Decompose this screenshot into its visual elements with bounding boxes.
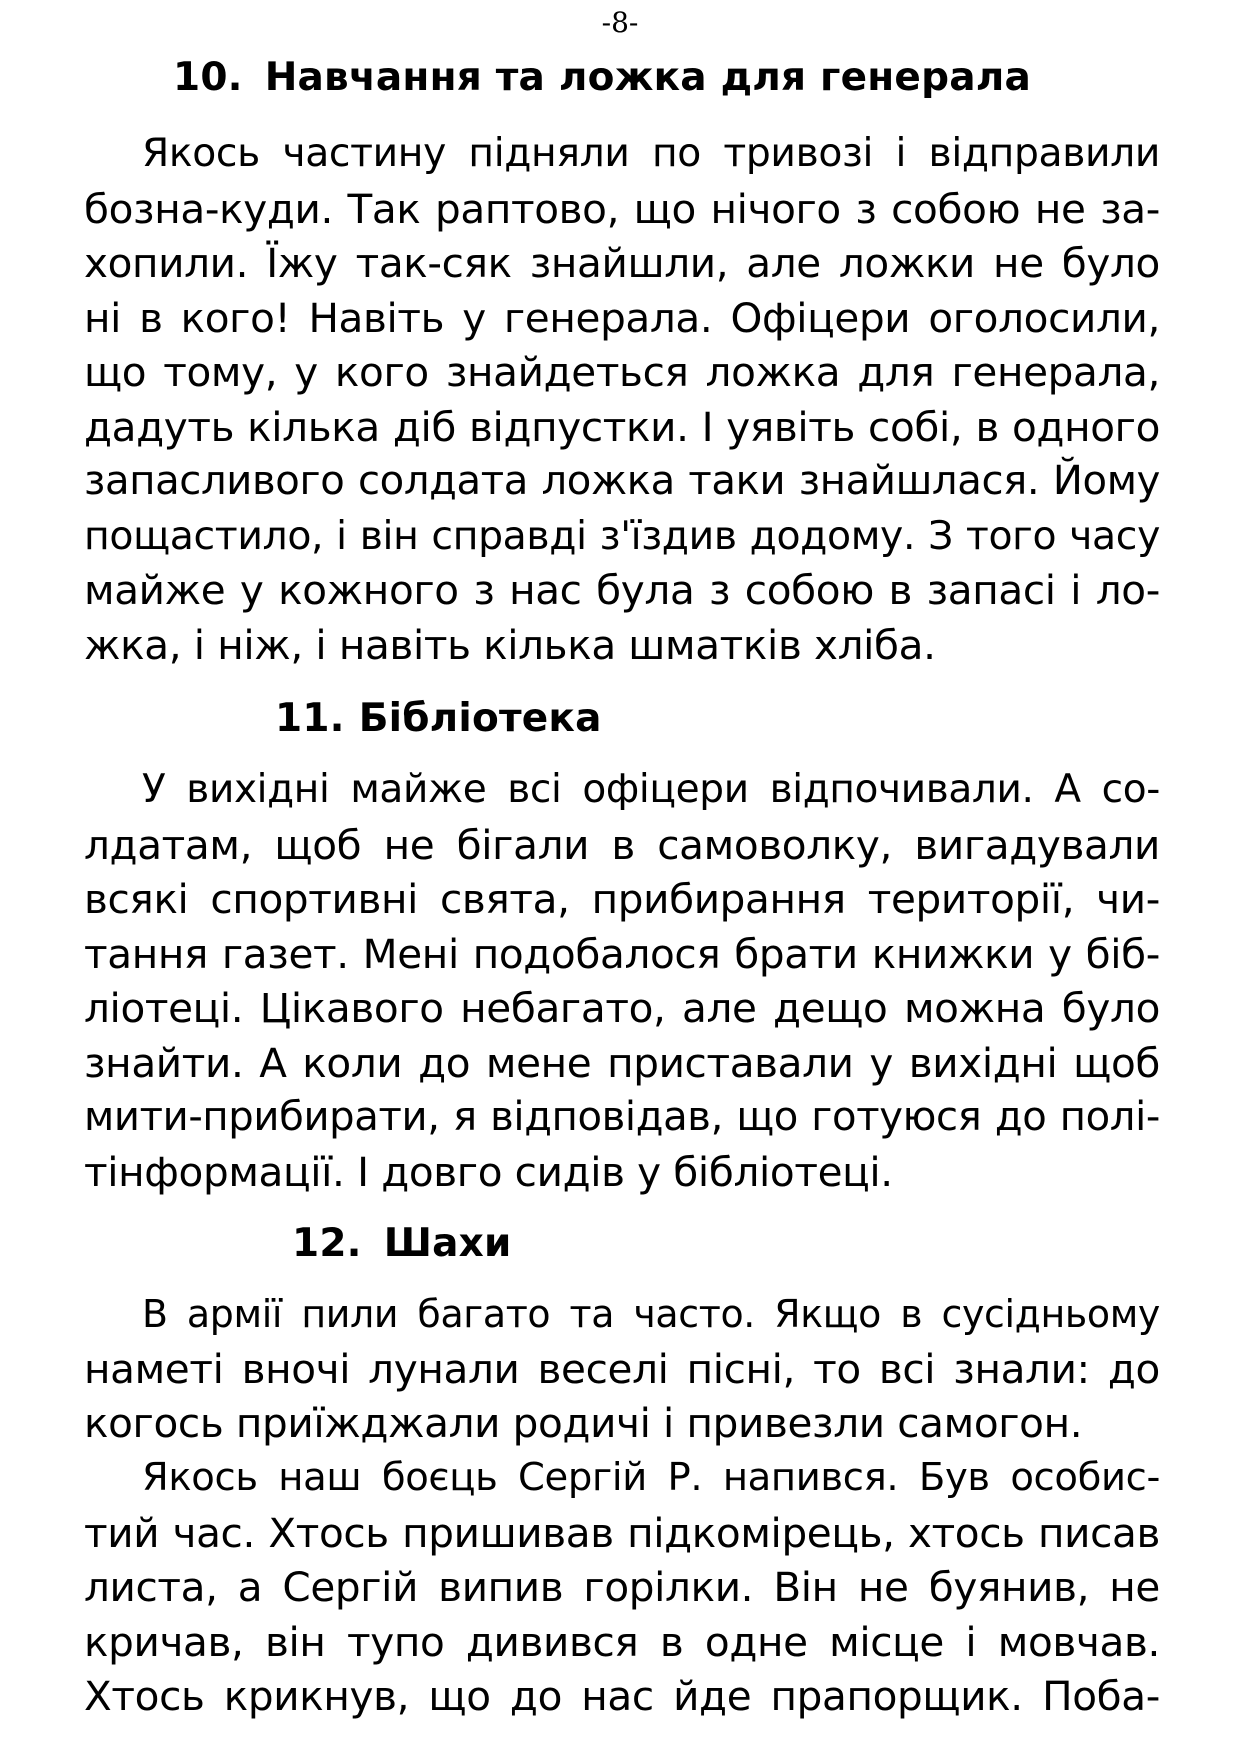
text-line: ні в кого! Навіть у генерала. Офіцери оголосили, xyxy=(84,293,1160,342)
text-line: Хтось крикнув, що до нас йде прапорщик. Поба- xyxy=(84,1672,1160,1720)
section-heading xyxy=(173,50,1031,106)
text-line: майже у кожного з нас була з собою в запасі і ло- xyxy=(84,566,1160,614)
section-number: 10. xyxy=(173,55,243,100)
text-line: бозна-куди. Так раптово, що нічого з собою не за- xyxy=(84,184,1160,233)
text-line: тінформації. І довго сидів у бібліотеці. xyxy=(84,1147,893,1196)
text-line: У вихідні майже всі офіцери відпочивали. А со- xyxy=(142,767,1160,812)
text-line: тання газет. Мені подобалося брати книжки у біб- xyxy=(84,929,1160,978)
text-line: пощастило, і він справді з'їздив додому. З того часу xyxy=(84,512,1160,559)
text-line: тий час. Хтось пришивав підкомірець, хтось писав xyxy=(84,1508,1160,1557)
section-number: 11. xyxy=(275,696,345,741)
text-line: жка, і ніж, і навіть кілька шматків хліба. xyxy=(84,620,936,669)
text-line: мити-прибирати, я відповідав, що готуюся до полі- xyxy=(84,1094,1160,1140)
section-title: Бібліотека xyxy=(358,696,602,741)
text-line: Якось частину підняли по тривозі і відправили xyxy=(142,131,1160,176)
text-line: що тому, у кого знайдеться ложка для генерала, xyxy=(84,348,1160,396)
text-line: кричав, він тупо дивився в одне місце і мовчав. xyxy=(84,1617,1160,1666)
text-line: когось приїжджали родичі і привезли самогон. xyxy=(84,1399,1083,1447)
text-line: знайти. А коли до мене приставали у вихідні щоб xyxy=(84,1038,1160,1087)
text-line: наметі вночі лунали веселі пісні, то всі знали: до xyxy=(84,1344,1160,1393)
paragraph xyxy=(84,127,1160,672)
section-title: Навчання та ложка для генерала xyxy=(264,55,1031,100)
paragraph xyxy=(84,763,1160,1199)
paragraph xyxy=(84,1287,1160,1451)
section-heading xyxy=(275,691,602,747)
text-line: дадуть кілька діб відпустки. І уявіть собі, в одного xyxy=(84,402,1160,451)
section-heading xyxy=(292,1216,511,1272)
text-line: лдатам, щоб не бігали в самоволку, вигадували xyxy=(84,820,1160,869)
text-line: Якось наш боєць Сергій Р. напився. Був особис- xyxy=(142,1455,1160,1500)
text-line: листа, а Сергій випив горілки. Він не буянив, не xyxy=(84,1563,1160,1611)
text-line: хопили. Їжу так-сяк знайшли, але ложки не було xyxy=(84,239,1160,287)
text-line: всякі спортивні свята, прибирання території, чи- xyxy=(84,875,1160,923)
text-line: В армії пили багато та часто. Якщо в сусідньому xyxy=(142,1292,1160,1336)
section-title: Шахи xyxy=(383,1221,512,1266)
text-line: запасливого солдата ложка таки знайшлася. Йому xyxy=(84,458,1160,504)
text-line: ліотеці. Цікавого небагато, але дещо можна було xyxy=(84,984,1160,1032)
page-number: -8- xyxy=(601,6,639,39)
paragraph xyxy=(84,1451,1160,1724)
section-number: 12. xyxy=(292,1221,362,1266)
